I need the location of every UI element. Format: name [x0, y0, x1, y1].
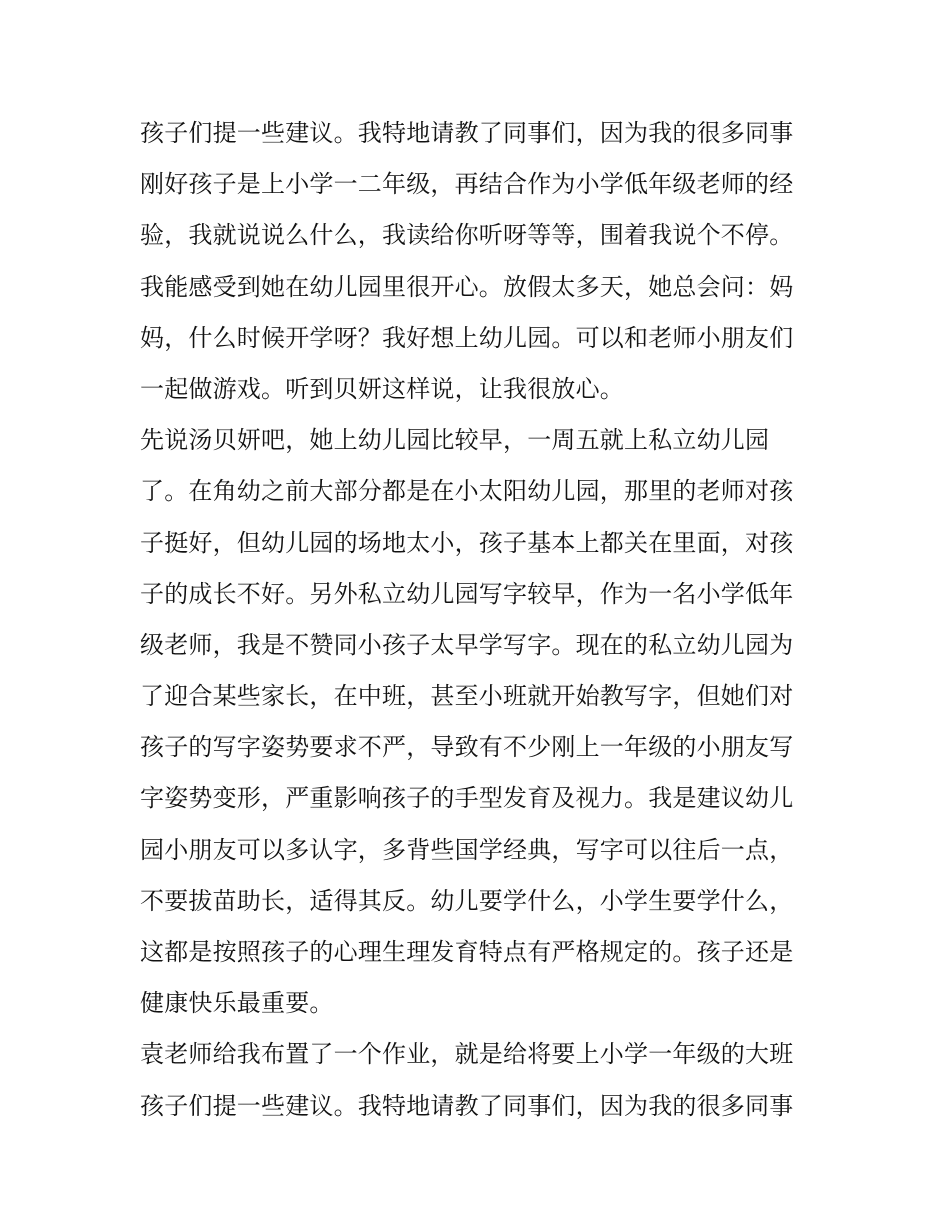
text-line: 园小朋友可以多认字，多背些国学经典，写字可以往后一点，	[140, 835, 794, 864]
text-line: 刚好孩子是上小学一二年级，再结合作为小学低年级老师的经	[140, 170, 794, 199]
text-line: 一起做游戏。听到贝妍这样说，让我很放心。	[140, 374, 624, 403]
text-line: 健康快乐最重要。	[140, 989, 334, 1018]
text-line: 级老师，我是不赞同小孩子太早学写字。现在的私立幼儿园为	[140, 630, 794, 659]
text-line: 妈，什么时候开学呀？我好想上幼儿园。可以和老师小朋友们	[140, 323, 794, 352]
text-line: 孩子的写字姿势要求不严，导致有不少刚上一年级的小朋友写	[140, 733, 794, 762]
text-line: 子的成长不好。另外私立幼儿园写字较早，作为一名小学低年	[140, 579, 794, 608]
document-body	[140, 108, 820, 1132]
text-line: 我能感受到她在幼儿园里很开心。放假太多天，她总会问：妈	[140, 272, 794, 301]
text-line: 先说汤贝妍吧，她上幼儿园比较早，一周五就上私立幼儿园	[140, 426, 770, 455]
text-line: 了。在角幼之前大部分都是在小太阳幼儿园，那里的老师对孩	[140, 477, 794, 506]
text-line: 验，我就说说么什么，我读给你听呀等等，围着我说个不停。	[140, 221, 794, 250]
text-line: 了迎合某些家长，在中班，甚至小班就开始教写字，但她们对	[140, 682, 794, 711]
text-line: 孩子们提一些建议。我特地请教了同事们，因为我的很多同事	[140, 119, 794, 147]
text-line: 袁老师给我布置了一个作业，就是给将要上小学一年级的大班	[140, 1040, 794, 1069]
text-line: 字姿势变形，严重影响孩子的手型发育及视力。我是建议幼儿	[140, 784, 794, 813]
text-line: 不要拔苗助长，适得其反。幼儿要学什么，小学生要学什么，	[140, 886, 794, 915]
text-line: 子挺好，但幼儿园的场地太小，孩子基本上都关在里面，对孩	[140, 528, 794, 557]
text-line: 孩子们提一些建议。我特地请教了同事们，因为我的很多同事	[140, 1091, 794, 1120]
text-line: 这都是按照孩子的心理生理发育特点有严格规定的。孩子还是	[140, 938, 794, 966]
